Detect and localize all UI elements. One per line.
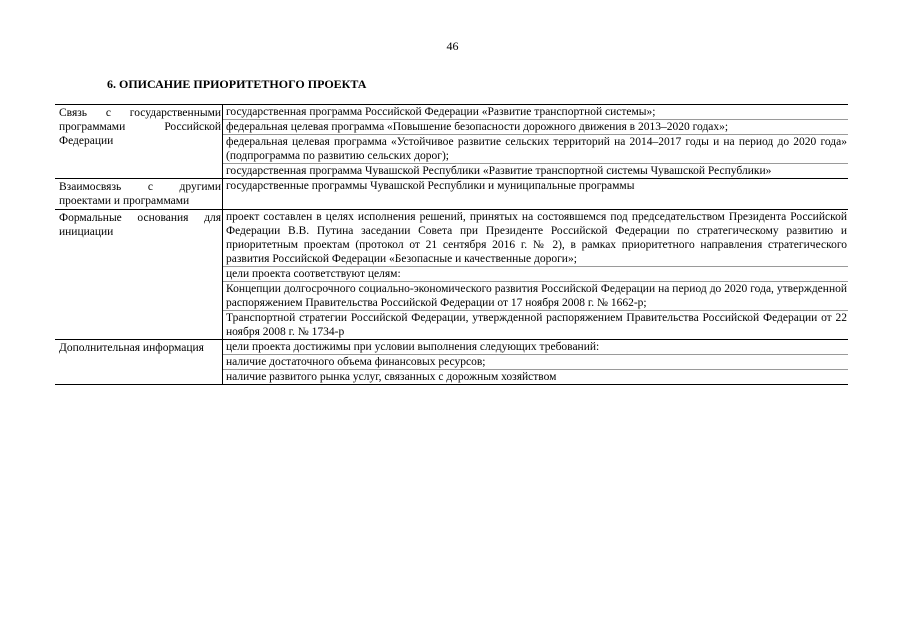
table-row-formal-grounds (55, 210, 848, 340)
project-description-table (55, 104, 848, 385)
content-line: федеральная целевая программа «Устойчивое развитие сельских территорий на 2014–2017 годы и на период до 2020 года» (подпрограмма по развитию сельских дорог); (223, 135, 848, 164)
content-line: Концепции долгосрочного социально-экономического развития Российской Федерации на период до 2020 года, утвержденной распоряжением Правительства Российской Федерации от 17 ноября 2008 г. № 1662-р; (223, 282, 848, 311)
table-row-additional-info (55, 340, 848, 385)
row-content (223, 340, 849, 385)
row-content (223, 105, 849, 179)
row-label: Взаимосвязь с другими проектами и программами (55, 179, 223, 210)
content-line: государственная программа Российской Федерации «Развитие транспортной системы»; (223, 105, 848, 120)
section-title: 6. ОПИСАНИЕ ПРИОРИТЕТНОГО ПРОЕКТА (107, 77, 367, 91)
content-line: цели проекта соответствуют целям: (223, 267, 848, 282)
row-content (223, 210, 849, 340)
row-label: Дополнительная информация (55, 340, 223, 385)
table-row-related-projects (55, 179, 848, 210)
content-line: государственная программа Чувашской Республики «Развитие транспортной системы Чувашской Республики» (226, 165, 772, 177)
row-label: Связь с государственными программами Российской Федерации (55, 105, 223, 179)
page-number: 46 (446, 39, 459, 53)
table-row-state-programs (55, 105, 848, 179)
content-line: федеральная целевая программа «Повышение безопасности дорожного движения в 2013–2020 годах»; (223, 120, 848, 135)
content-line: Транспортной стратегии Российской Федерации, утвержденной распоряжением Правительства Российской Федерации от 22 ноября 2008 г. № 1734-р (226, 312, 847, 338)
content-line: проект составлен в целях исполнения решений, принятых на состоявшемся под председательством Президента Российской Федерации В.В. Путина заседании Совета при Президенте Российской Федерации по стратегическому развитию и приоритетным проектам (протокол от 21 сентября 2016 г. № 2), в рамках приоритетного направления стратегического развития Российской Федерации «Безопасные и качественные дороги»; (223, 210, 848, 267)
row-content (223, 179, 849, 210)
content-line: наличие достаточного объема финансовых ресурсов; (223, 355, 848, 370)
content-line: цели проекта достижимы при условии выполнения следующих требований: (223, 340, 848, 355)
content-line: наличие развитого рынка услуг, связанных с дорожным хозяйством (226, 371, 557, 383)
content-line: государственные программы Чувашской Республики и муниципальные программы (226, 180, 635, 192)
row-label: Формальные основания для инициации (55, 210, 223, 340)
